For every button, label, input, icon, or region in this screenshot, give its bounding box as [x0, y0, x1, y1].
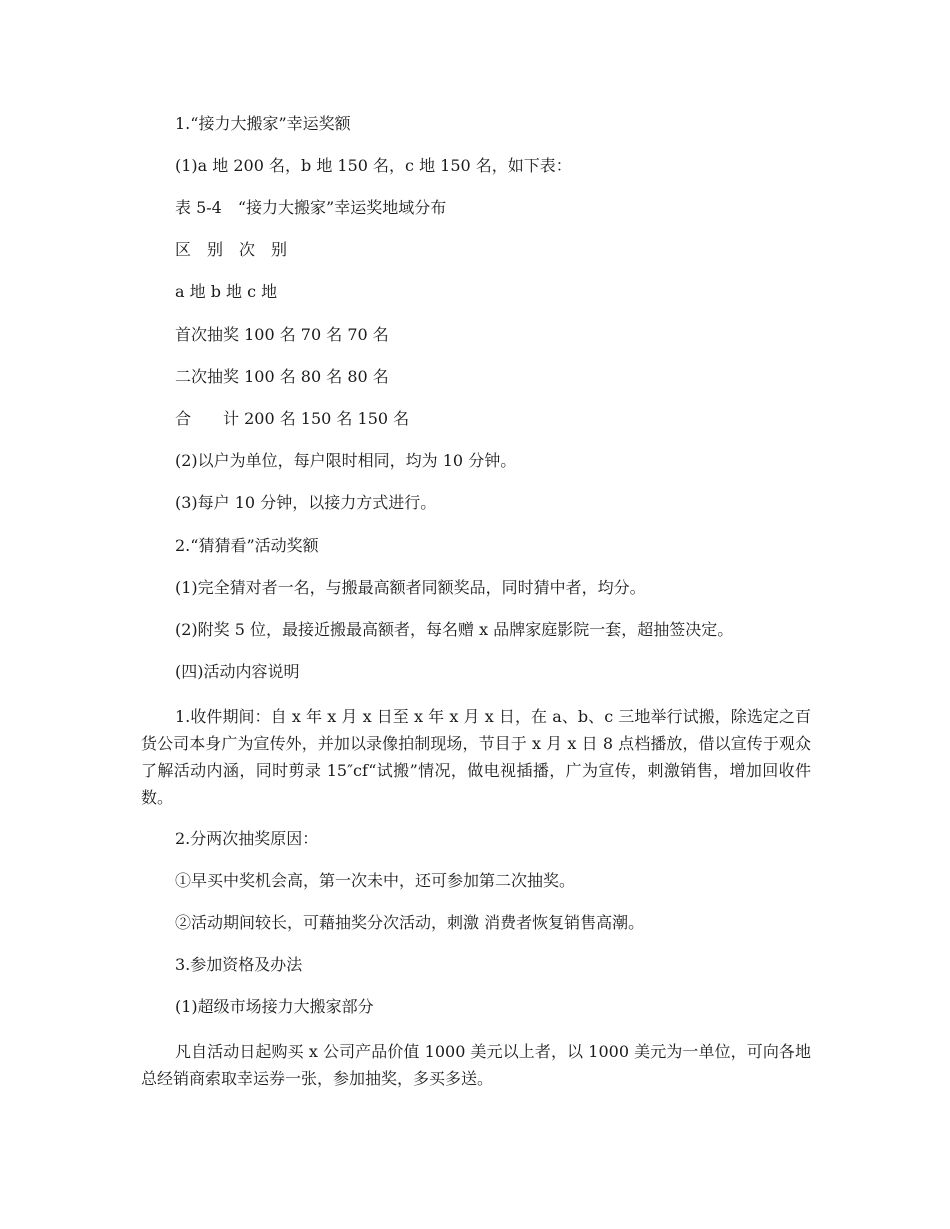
text-reason-one: ①早买中奖机会高，第一次未中，还可参加第二次抽奖。: [175, 871, 576, 890]
paragraph-collection-period: 1.收件期间：自 x 年 x 月 x 日至 x 年 x 月 x 日，在 a、b、c 三地举行试搬，除选定之百货公司本身广为宣传外，并加以录像拍制现场，节目于 x 月 x 日 8 点档播放，借以宣传于观众了解活动内涵，同时剪录 15″cf“试搬”情况，做电视插播，广为宣传，刺激销售，增加回收件数。: [141, 707, 811, 807]
table-total-row: 合 计 200 名 150 名 150 名: [175, 409, 410, 428]
heading-eligibility: 3.参加资格及办法: [175, 955, 303, 974]
table-second-draw-row: 二次抽奖 100 名 80 名 80 名: [175, 367, 389, 386]
table-region-row: a 地 b 地 c 地: [175, 282, 278, 301]
text-reason-two: ②活动期间较长，可藉抽奖分次活动，刺激 消费者恢复销售高潮。: [175, 913, 645, 932]
heading-relay-prize: 1.“接力大搬家”幸运奖额: [175, 114, 351, 133]
text-exact-guess: (1)完全猜对者一名，与搬最高额者同额奖品，同时猜中者，均分。: [175, 578, 646, 597]
text-relay-method: (3)每户 10 分钟，以接力方式进行。: [175, 493, 437, 512]
table-first-draw-row: 首次抽奖 100 名 70 名 70 名: [175, 325, 389, 344]
paragraph-eligibility: 凡自活动日起购买 x 公司产品价值 1000 美元以上者，以 1000 美元为一单位，可向各地总经销商索取幸运券一张，参加抽奖，多买多送。: [141, 1042, 811, 1088]
text-region-quota: (1)a 地 200 名，b 地 150 名，c 地 150 名，如下表：: [175, 156, 572, 175]
heading-two-draws-reason: 2.分两次抽奖原因：: [175, 829, 319, 848]
text-bonus-prize: (2)附奖 5 位，最接近搬最高额者，每名赠 x 品牌家庭影院一套，超抽签决定。: [175, 620, 734, 639]
heading-guess-prize: 2.“猜猜看”活动奖额: [175, 536, 319, 555]
text-supermarket-part: (1)超级市场接力大搬家部分: [175, 997, 374, 1016]
table-header-row: 区 别 次 别: [175, 240, 288, 259]
table-caption: 表 5-4 “接力大搬家”幸运奖地域分布: [175, 198, 447, 217]
text-per-household: (2)以户为单位，每户限时相同，均为 10 分钟。: [175, 451, 517, 470]
heading-activity-content: (四)活动内容说明: [175, 662, 300, 681]
